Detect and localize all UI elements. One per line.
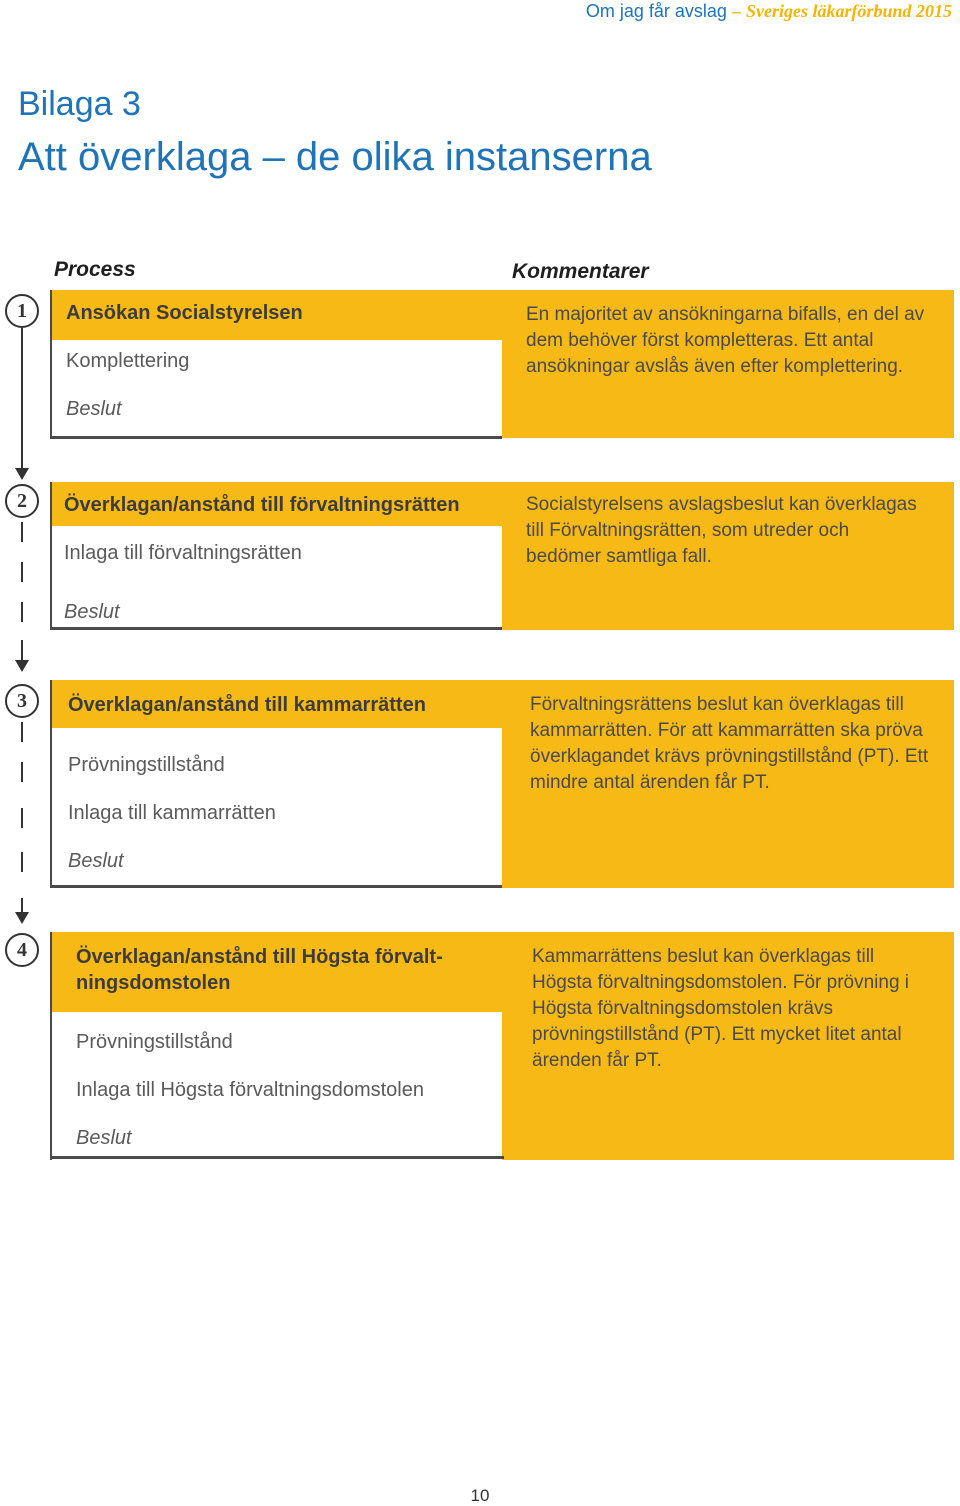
step1-title: Ansökan Socialstyrelsen xyxy=(66,302,303,324)
step1-bottom-rule xyxy=(50,436,502,439)
step4-comment: Kammarrättens beslut kan överklagas till Högsta förvaltningsdomstolen. För prövning i Högsta förvaltningsdomstolen krävs prövningstillstånd (PT). Ett mycket litet antal ärenden får PT. xyxy=(532,946,910,1071)
step3-dash-3 xyxy=(21,808,23,828)
step4-title-line2: ningsdomstolen xyxy=(76,972,231,994)
step1-item: Komplettering xyxy=(66,350,190,372)
step4-bottom-rule xyxy=(50,1156,504,1159)
running-header xyxy=(586,0,952,22)
step3-item-1: Prövningstillstånd xyxy=(68,754,225,776)
step3-left-rule xyxy=(50,680,52,888)
connector-3-4-arrow-icon xyxy=(15,912,29,924)
step2-item: Inlaga till förvaltningsrätten xyxy=(64,542,302,564)
header-dash: – xyxy=(731,1,741,21)
comments-column-heading: Kommentarer xyxy=(512,260,649,283)
step1-number-badge: 1 xyxy=(5,294,39,328)
step4-title-line1: Överklagan/anstånd till Högsta förvalt- xyxy=(76,946,443,968)
step2-dash-1 xyxy=(21,522,23,542)
step2-dash-2 xyxy=(21,562,23,582)
step2-left-rule xyxy=(50,482,52,630)
step2-comment: Socialstyrelsens avslagsbeslut kan överklagas till Förvaltningsrätten, som utreder och bedömer samtliga fall. xyxy=(526,494,917,567)
step4-decision: Beslut xyxy=(76,1127,132,1149)
step3-item-2: Inlaga till kammarrätten xyxy=(68,802,276,824)
step4-number-badge: 4 xyxy=(5,933,39,967)
connector-2-3-arrow-icon xyxy=(15,660,29,672)
step2-dash-3 xyxy=(21,602,23,622)
step2-title: Överklagan/anstånd till förvaltningsrätten xyxy=(64,494,460,516)
step3-dash-4 xyxy=(21,852,23,872)
step3-decision: Beslut xyxy=(68,850,124,872)
step2-decision: Beslut xyxy=(64,601,120,623)
step3-bottom-rule xyxy=(50,885,502,888)
step3-comment: Förvaltningsrättens beslut kan överklagas till kammarrätten. För att kammarrätten ska pröva överklagandet krävs prövningstillstånd (PT). Ett mindre antal ärenden får PT. xyxy=(530,694,929,793)
step1-left-rule xyxy=(50,290,52,438)
step3-title: Överklagan/anstånd till kammarrätten xyxy=(68,694,426,716)
page-title: Att överklaga – de olika instanserna xyxy=(18,135,652,179)
step4-item-2: Inlaga till Högsta förvaltningsdomstolen xyxy=(76,1079,424,1101)
header-doc-title: Om jag får avslag xyxy=(585,1,727,21)
step1-decision: Beslut xyxy=(66,398,122,420)
step3-number-badge: 3 xyxy=(5,684,39,718)
header-publisher: Sveriges läkarförbund 2015 xyxy=(745,1,952,21)
page-number: 10 xyxy=(470,1486,490,1505)
step4-left-rule xyxy=(50,932,52,1160)
process-column-heading: Process xyxy=(54,258,136,281)
step2-bottom-rule xyxy=(50,627,502,630)
step3-dash-2 xyxy=(21,762,23,782)
connector-2-3-line xyxy=(21,640,23,662)
connector-1-2-arrow-icon xyxy=(15,468,29,480)
step3-dash-1 xyxy=(21,722,23,742)
appendix-label: Bilaga 3 xyxy=(18,85,141,123)
step4-item-1: Prövningstillstånd xyxy=(76,1031,233,1053)
step2-number-badge: 2 xyxy=(5,484,39,518)
step1-comment: En majoritet av ansökningarna bifalls, en del av dem behöver först kompletteras. Ett antal ansökningar avslås även efter komplettering. xyxy=(526,304,925,377)
connector-1-2-line xyxy=(21,328,23,470)
